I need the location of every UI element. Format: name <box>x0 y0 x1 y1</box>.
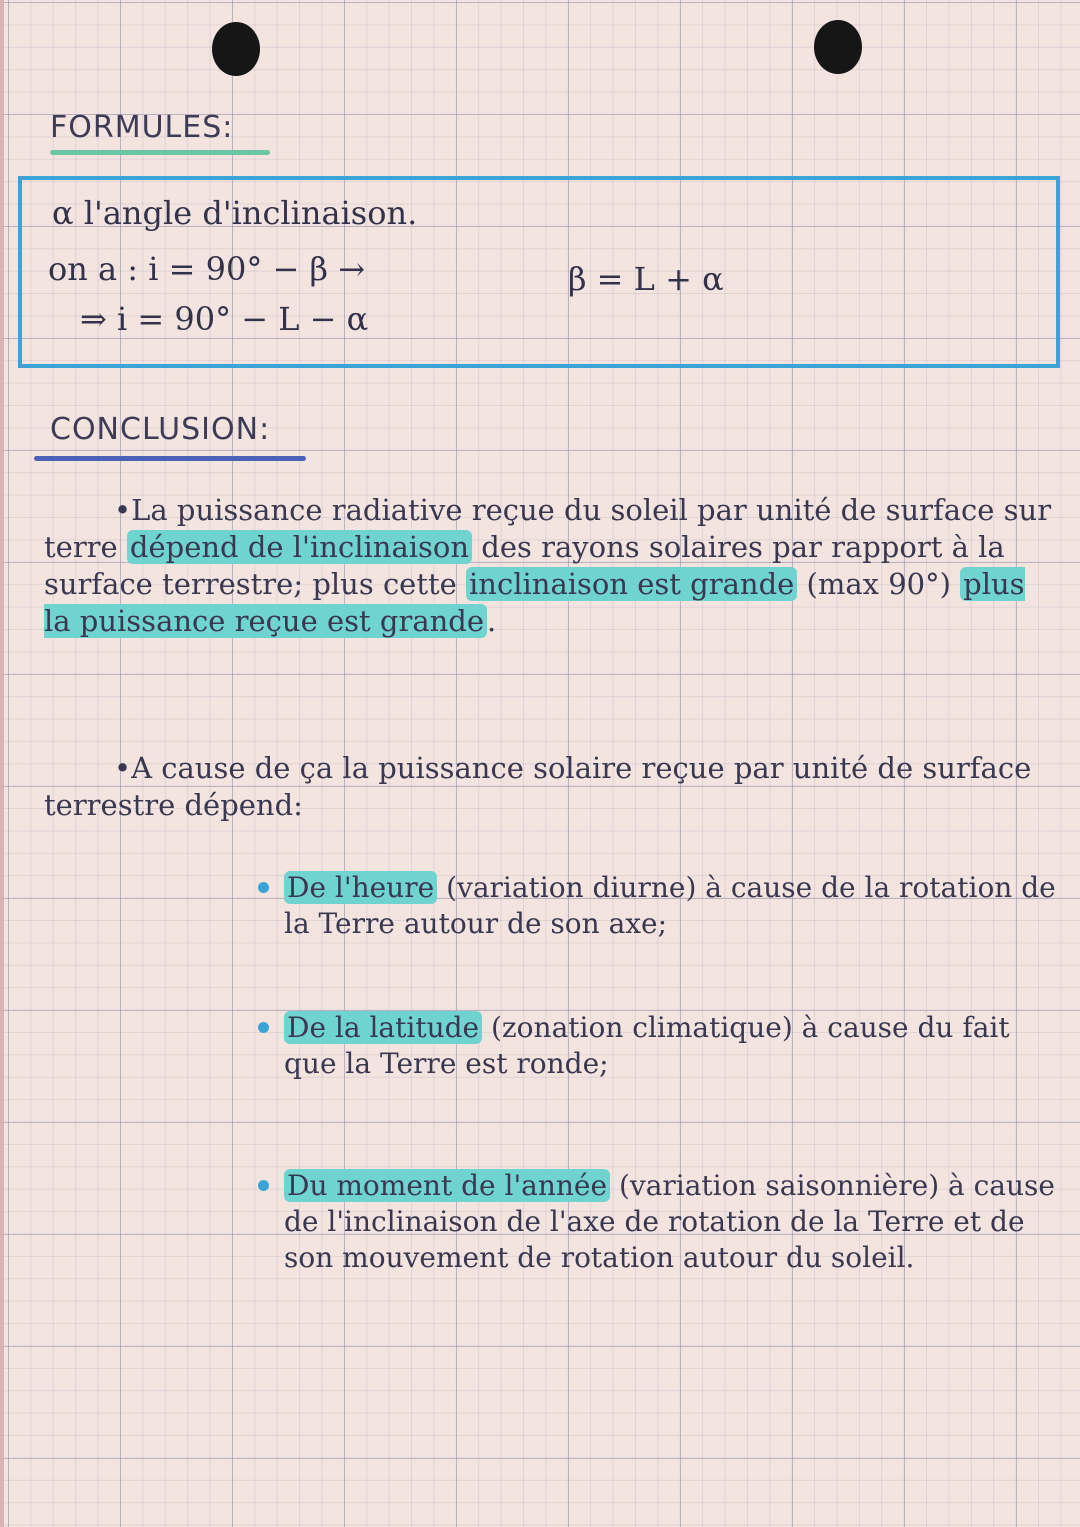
bullet-text: (variation saisonnière) à cause de l'inclinaison de l'axe de rotation de la Terre et de son mouvement de rotation autour du soleil. <box>284 1169 1055 1274</box>
formula-beta: β = L + α <box>568 260 724 298</box>
p1-text-a: La puissance radiative reçue du soleil par unité de surface sur terre <box>44 493 1052 564</box>
margin-line <box>0 0 4 1527</box>
binder-hole-left <box>212 22 260 76</box>
formula-box <box>18 176 1060 368</box>
formula-line-1: on a : i = 90° − β → <box>48 250 365 288</box>
bullet-dot <box>258 882 269 893</box>
p1-highlight-1: dépend de l'inclinaison <box>127 530 472 564</box>
p2-text: A cause de ça la puissance solaire reçue par unité de surface terrestre dépend: <box>44 751 1032 822</box>
bullet-dot <box>258 1180 269 1191</box>
bullet-highlight: Du moment de l'année <box>284 1169 610 1202</box>
bullet-heure <box>258 870 1063 942</box>
formules-heading: FORMULES: <box>50 110 234 145</box>
formula-definition: α l'angle d'inclinaison. <box>52 194 418 232</box>
formula-line-2: ⇒ i = 90° − L − α <box>80 300 369 338</box>
bullet-dot <box>258 1022 269 1033</box>
p1-text-e: (max 90°) <box>797 567 961 601</box>
bullet-text: (variation diurne) à cause de la rotation de la Terre autour de son axe; <box>284 871 1056 940</box>
bullet-highlight: De l'heure <box>284 871 437 904</box>
conclusion-underline <box>34 456 306 461</box>
conclusion-paragraph-2: •A cause de ça la puissance solaire reçue par unité de surface terrestre dépend: <box>44 751 1032 822</box>
bullet-moment-annee <box>258 1168 1063 1276</box>
formules-underline <box>50 150 270 155</box>
p1-text-g: . <box>487 604 497 638</box>
bullet-latitude <box>258 1010 1063 1082</box>
bullet-text: (zonation climatique) à cause du fait que la Terre est ronde; <box>284 1011 1010 1080</box>
p1-text-c: des rayons solaires par rapport à la surface terrestre; plus cette <box>44 530 1005 601</box>
conclusion-paragraph-1: •La puissance radiative reçue du soleil par unité de surface sur terre dépend de l'inclinaison des rayons solaires par rapport à la surface terrestre; plus cette inclinaison est grande (max 90°) plus la puissance reçue est grande . <box>44 493 1052 638</box>
binder-hole-right <box>814 20 862 74</box>
conclusion-heading: CONCLUSION: <box>50 412 271 447</box>
p1-highlight-2: inclinaison est grande <box>466 567 797 601</box>
p1-highlight-3: plus la puissance reçue est grande <box>44 567 1025 638</box>
bullet-highlight: De la latitude <box>284 1011 482 1044</box>
